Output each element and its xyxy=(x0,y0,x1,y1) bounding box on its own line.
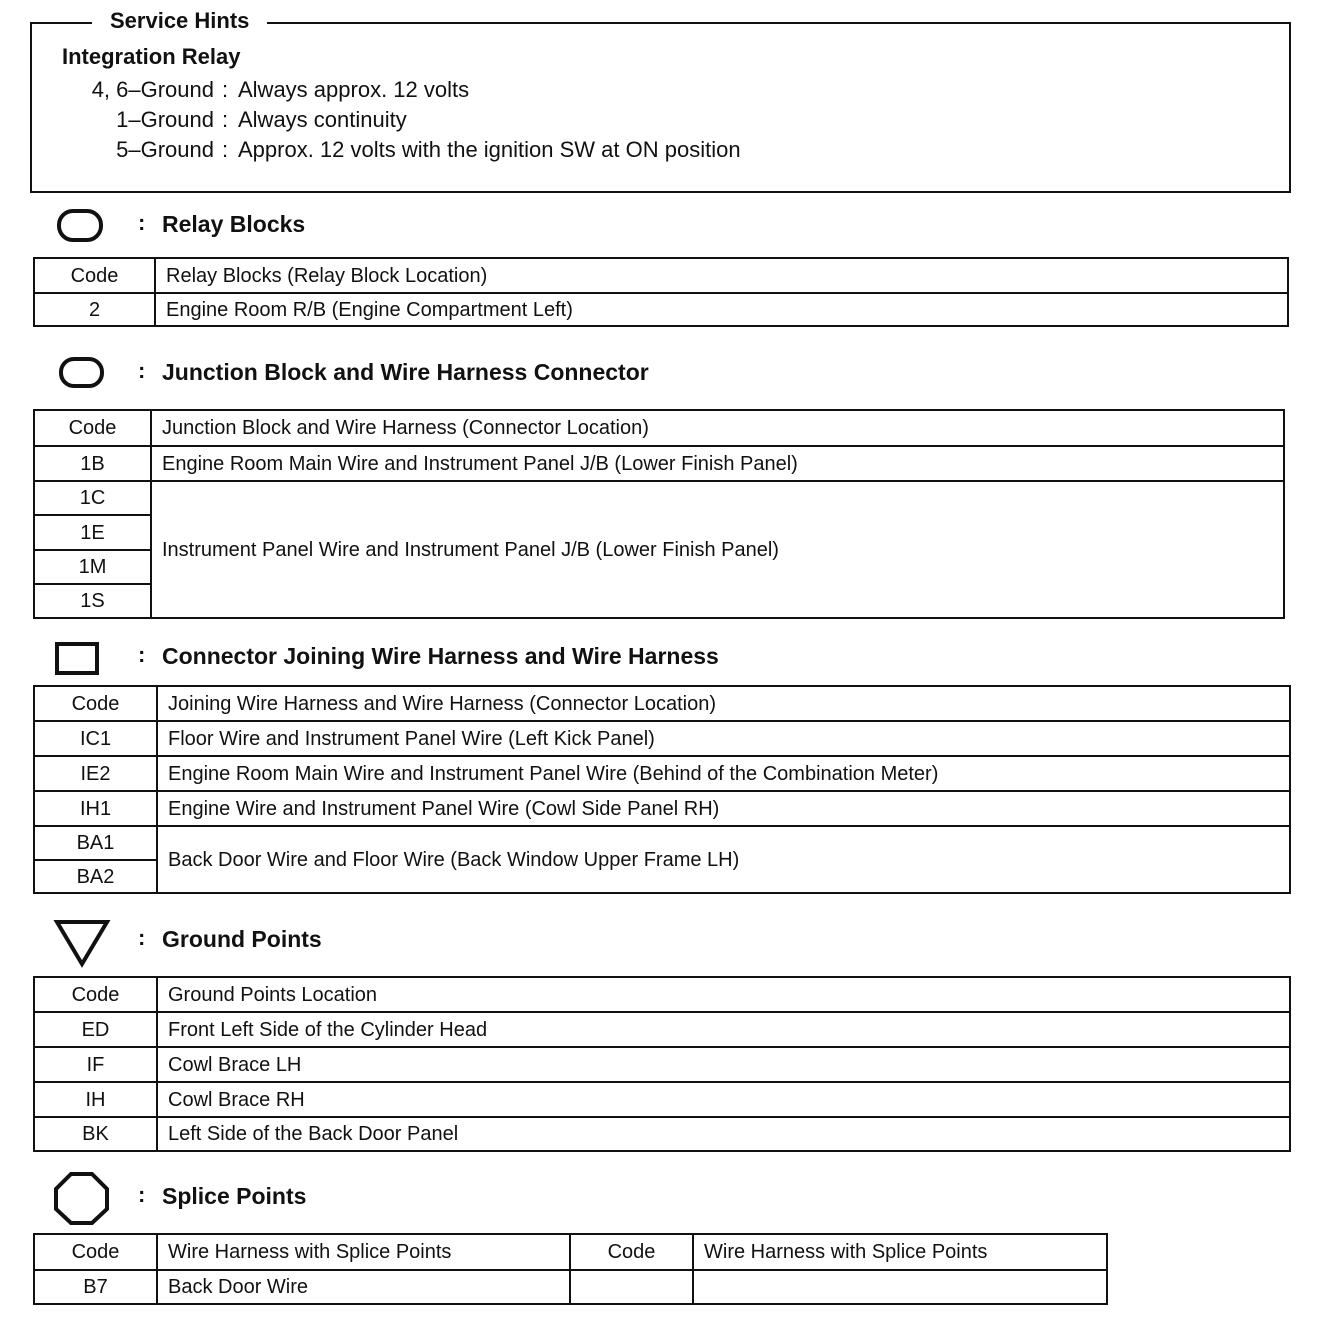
rounded-rectangle-icon xyxy=(56,208,106,244)
table-row xyxy=(34,1082,1290,1117)
code-cell: 1M xyxy=(34,550,151,584)
connectors-colon: : xyxy=(138,642,146,667)
code-header: Code xyxy=(34,410,151,446)
desc-header: Joining Wire Harness and Wire Harness (Connector Location) xyxy=(157,686,1290,721)
code-cell: BA1 xyxy=(34,826,157,860)
relay-blocks-title: Relay Blocks xyxy=(162,211,306,237)
table-header-row xyxy=(34,1234,1107,1270)
table-header-row xyxy=(34,686,1290,721)
code-header: Code xyxy=(34,977,157,1012)
desc-cell: Cowl Brace LH xyxy=(157,1047,1290,1082)
code-cell: 1S xyxy=(34,584,151,618)
desc-cell: Engine Wire and Instrument Panel Wire (Cowl Side Panel RH) xyxy=(157,791,1290,826)
desc-cell: Engine Room R/B (Engine Compartment Left) xyxy=(155,293,1288,326)
desc-cell: Back Door Wire and Floor Wire (Back Window Upper Frame LH) xyxy=(157,826,1290,893)
hint-line-3-right: Approx. 12 volts with the ignition SW at ON position xyxy=(238,137,741,162)
code-cell: IC1 xyxy=(34,721,157,756)
code-cell: IF xyxy=(34,1047,157,1082)
table-row xyxy=(34,1012,1290,1047)
desc-cell: Cowl Brace RH xyxy=(157,1082,1290,1117)
table-row xyxy=(34,721,1290,756)
splice-points-table xyxy=(33,1233,1108,1305)
splice-points-title: Splice Points xyxy=(162,1183,307,1209)
relay-blocks-colon: : xyxy=(138,210,146,235)
code-cell-2 xyxy=(570,1270,693,1304)
connectors-title: Connector Joining Wire Harness and Wire Harness xyxy=(162,643,719,669)
ground-points-colon: : xyxy=(138,925,146,950)
junction-blocks-colon: : xyxy=(138,358,146,383)
integration-relay-heading: Integration Relay xyxy=(62,44,241,69)
table-row xyxy=(34,1270,1107,1304)
code-cell: ED xyxy=(34,1012,157,1047)
desc-header: Ground Points Location xyxy=(157,977,1290,1012)
hint-line-2-right: Always continuity xyxy=(238,107,407,132)
code-cell: BA2 xyxy=(34,860,157,893)
ground-points-title: Ground Points xyxy=(162,926,322,952)
hint-line-3-left: 5–Ground xyxy=(116,137,214,162)
hint-line-3-colon: : xyxy=(222,137,229,162)
desc-cell: Front Left Side of the Cylinder Head xyxy=(157,1012,1290,1047)
table-row xyxy=(34,481,1284,515)
rounded-rectangle-icon xyxy=(58,356,108,390)
code-cell: IE2 xyxy=(34,756,157,791)
desc-cell: Floor Wire and Instrument Panel Wire (Left Kick Panel) xyxy=(157,721,1290,756)
table-row xyxy=(34,293,1288,326)
table-row xyxy=(34,446,1284,481)
ground-points-table xyxy=(33,976,1291,1152)
desc-header: Relay Blocks (Relay Block Location) xyxy=(155,258,1288,293)
desc-header: Wire Harness with Splice Points xyxy=(157,1234,570,1270)
hint-line-1-left: 4, 6–Ground xyxy=(91,77,214,102)
desc-cell: Instrument Panel Wire and Instrument Panel J/B (Lower Finish Panel) xyxy=(151,481,1284,618)
table-header-row xyxy=(34,258,1288,293)
hint-line-2-left: 1–Ground xyxy=(116,107,214,132)
code-header: Code xyxy=(34,258,155,293)
desc-cell: Engine Room Main Wire and Instrument Panel J/B (Lower Finish Panel) xyxy=(151,446,1284,481)
relay-blocks-table xyxy=(33,257,1289,327)
code-header: Code xyxy=(34,1234,157,1270)
desc-header-2: Wire Harness with Splice Points xyxy=(693,1234,1107,1270)
desc-cell: Back Door Wire xyxy=(157,1270,570,1304)
table-header-row xyxy=(34,410,1284,446)
junction-blocks-title: Junction Block and Wire Harness Connector xyxy=(162,359,649,385)
service-hints-title: Service Hints xyxy=(92,6,267,36)
desc-cell: Engine Room Main Wire and Instrument Panel Wire (Behind of the Combination Meter) xyxy=(157,756,1290,791)
square-icon xyxy=(55,642,101,676)
desc-header: Junction Block and Wire Harness (Connector Location) xyxy=(151,410,1284,446)
code-header-2: Code xyxy=(570,1234,693,1270)
desc-cell: Left Side of the Back Door Panel xyxy=(157,1117,1290,1151)
code-cell: 1E xyxy=(34,515,151,550)
code-cell: BK xyxy=(34,1117,157,1151)
octagon-icon xyxy=(53,1171,111,1227)
code-cell: B7 xyxy=(34,1270,157,1304)
hint-line-1-right: Always approx. 12 volts xyxy=(238,77,470,102)
junction-blocks-table xyxy=(33,409,1285,619)
table-row xyxy=(34,791,1290,826)
table-row xyxy=(34,826,1290,860)
code-cell: 1C xyxy=(34,481,151,515)
desc-cell-2 xyxy=(693,1270,1107,1304)
code-cell: IH1 xyxy=(34,791,157,826)
code-header: Code xyxy=(34,686,157,721)
table-row xyxy=(34,756,1290,791)
connectors-table xyxy=(33,685,1291,894)
hint-line-2-colon: : xyxy=(222,107,229,132)
hint-line-1-colon: : xyxy=(222,77,229,102)
code-cell: IH xyxy=(34,1082,157,1117)
triangle-down-icon xyxy=(53,918,113,970)
table-header-row xyxy=(34,977,1290,1012)
splice-points-colon: : xyxy=(138,1182,146,1207)
code-cell: 2 xyxy=(34,293,155,326)
code-cell: 1B xyxy=(34,446,151,481)
table-row xyxy=(34,1117,1290,1151)
table-row xyxy=(34,1047,1290,1082)
